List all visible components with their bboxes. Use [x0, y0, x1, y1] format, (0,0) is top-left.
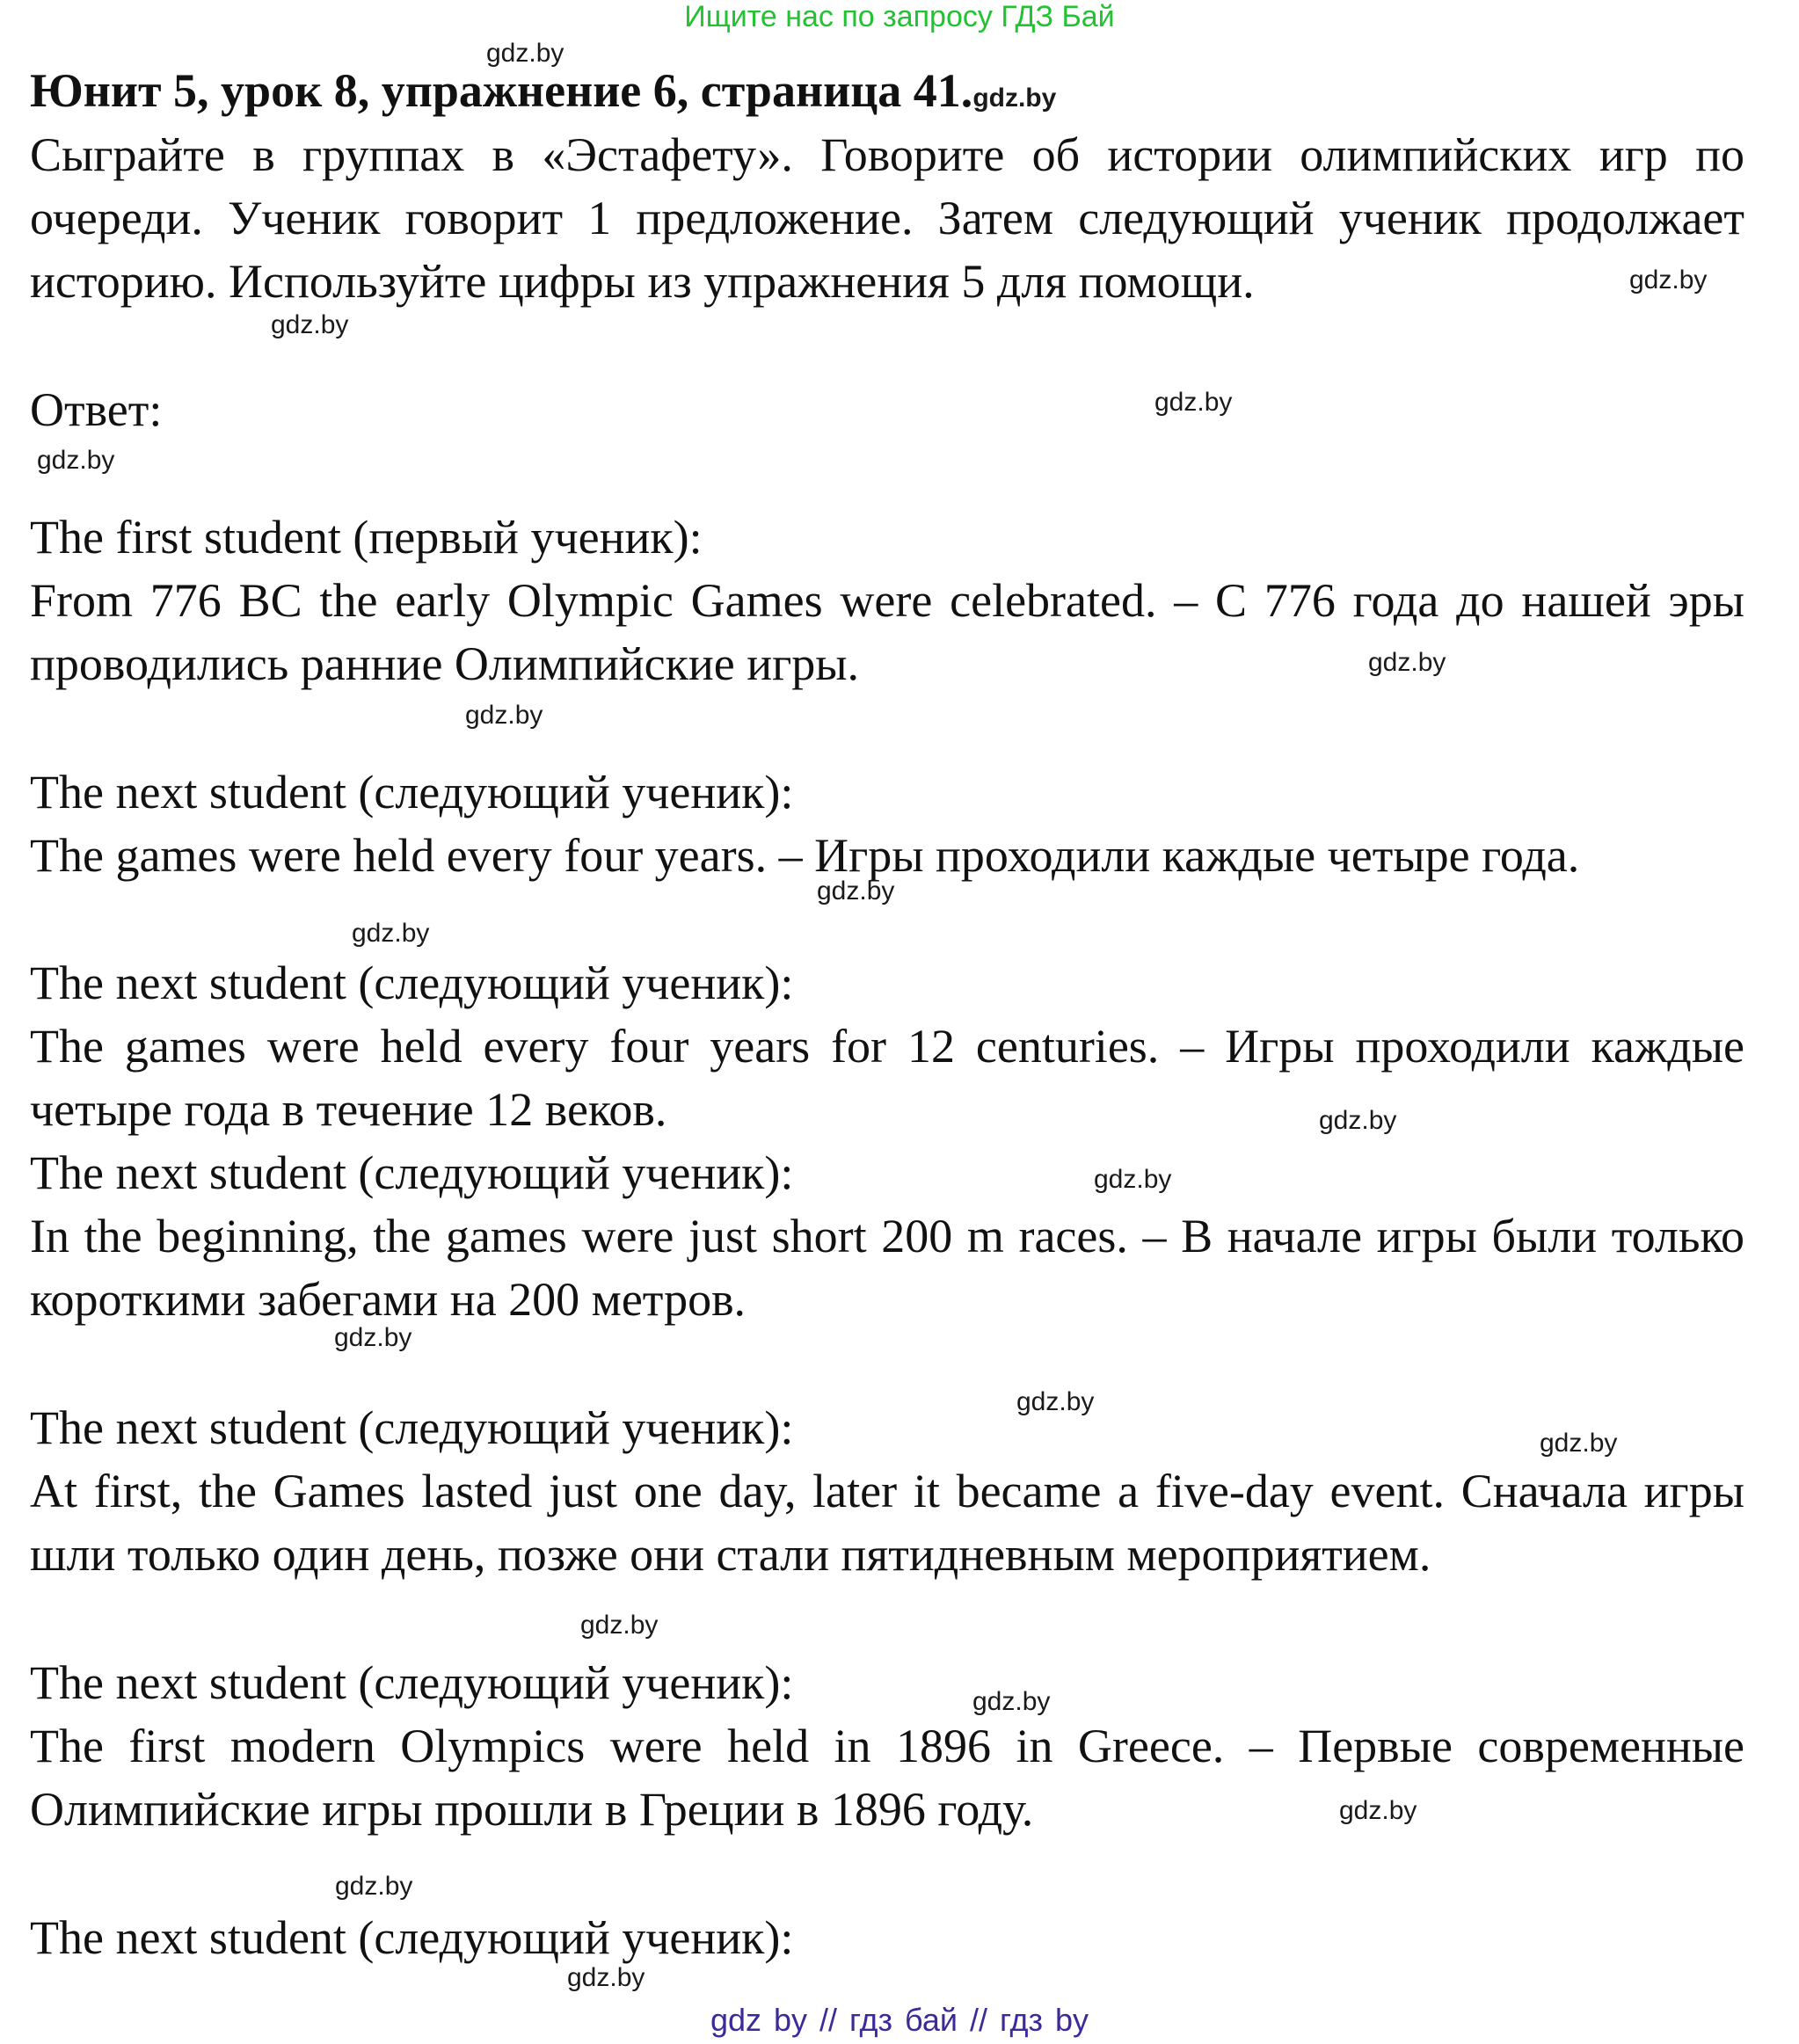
- watermark: gdz.by: [1154, 388, 1233, 417]
- watermark: gdz.by: [1540, 1429, 1618, 1458]
- speaker-line: The next student (следующий ученик):: [30, 957, 794, 1009]
- watermark: gdz.by: [817, 877, 895, 906]
- watermark: gdz.by: [271, 310, 349, 339]
- watermark: gdz.by: [1339, 1796, 1417, 1825]
- speaker-line: The next student (следующий ученик):: [30, 1146, 794, 1199]
- watermark: gdz.by: [580, 1611, 659, 1640]
- watermark: gdz.by: [972, 84, 1057, 113]
- watermark: gdz.by: [1368, 648, 1446, 677]
- watermark: gdz.by: [1629, 266, 1708, 295]
- watermark: gdz.by: [334, 1323, 412, 1352]
- speaker-line: The first student (первый ученик):: [30, 511, 703, 564]
- answer-text: At first, the Games lasted just one day, later it became a five-day event. Сначала игры шли только один день, позже они стали пятидневным мероприятием.: [30, 1465, 1744, 1581]
- answer-text: The games were held every four years for 12 centuries. – Игры проходили каждые четыре года в течение 12 веков.: [30, 1020, 1744, 1136]
- top-banner: Ищите нас по запросу ГДЗ Бай: [684, 0, 1115, 33]
- watermark: gdz.by: [972, 1687, 1051, 1716]
- watermark: gdz.by: [465, 701, 543, 730]
- watermark: gdz.by: [486, 39, 564, 68]
- answer-text: In the beginning, the games were just short 200 m races. – В начале игры были только короткими забегами на 200 метров.: [30, 1210, 1744, 1326]
- answer-text: The first modern Olympics were held in 1896 in Greece. – Первые современные Олимпийские игры прошли в Греции в 1896 году.: [30, 1720, 1744, 1836]
- watermark: gdz.by: [567, 1963, 645, 1992]
- footer-links: gdz by // гдз бай // гдз by: [710, 2002, 1089, 2038]
- answer-label: Ответ:: [30, 383, 163, 436]
- speaker-line: The next student (следующий ученик):: [30, 1656, 794, 1709]
- watermark: gdz.by: [1319, 1106, 1397, 1135]
- speaker-line: The next student (следующий ученик):: [30, 1401, 794, 1454]
- answer-text: From 776 BC the early Olympic Games were celebrated. – С 776 года до нашей эры проводились ранние Олимпийские игры.: [30, 574, 1744, 690]
- speaker-line: The next student (следующий ученик):: [30, 766, 794, 818]
- answer-text: The games were held every four years. – Игры проходили каждые четыре года.: [30, 829, 1580, 882]
- watermark: gdz.by: [1016, 1387, 1095, 1416]
- watermark: gdz.by: [37, 446, 115, 475]
- watermark: gdz.by: [1094, 1165, 1172, 1194]
- watermark: gdz.by: [352, 919, 430, 948]
- watermark: gdz.by: [335, 1872, 413, 1901]
- speaker-line: The next student (следующий ученик):: [30, 1911, 794, 1964]
- page-title: [30, 62, 1056, 120]
- task-text: Сыграйте в группах в «Эстафету». Говорите об истории олимпийских игр по очереди. Ученик говорит 1 предложение. Затем следующий ученик продолжает историю. Используйте цифры из упражнения 5 для помощи.: [30, 128, 1744, 308]
- page-title-text: Юнит 5, урок 8, упражнение 6, страница 41.: [30, 64, 973, 117]
